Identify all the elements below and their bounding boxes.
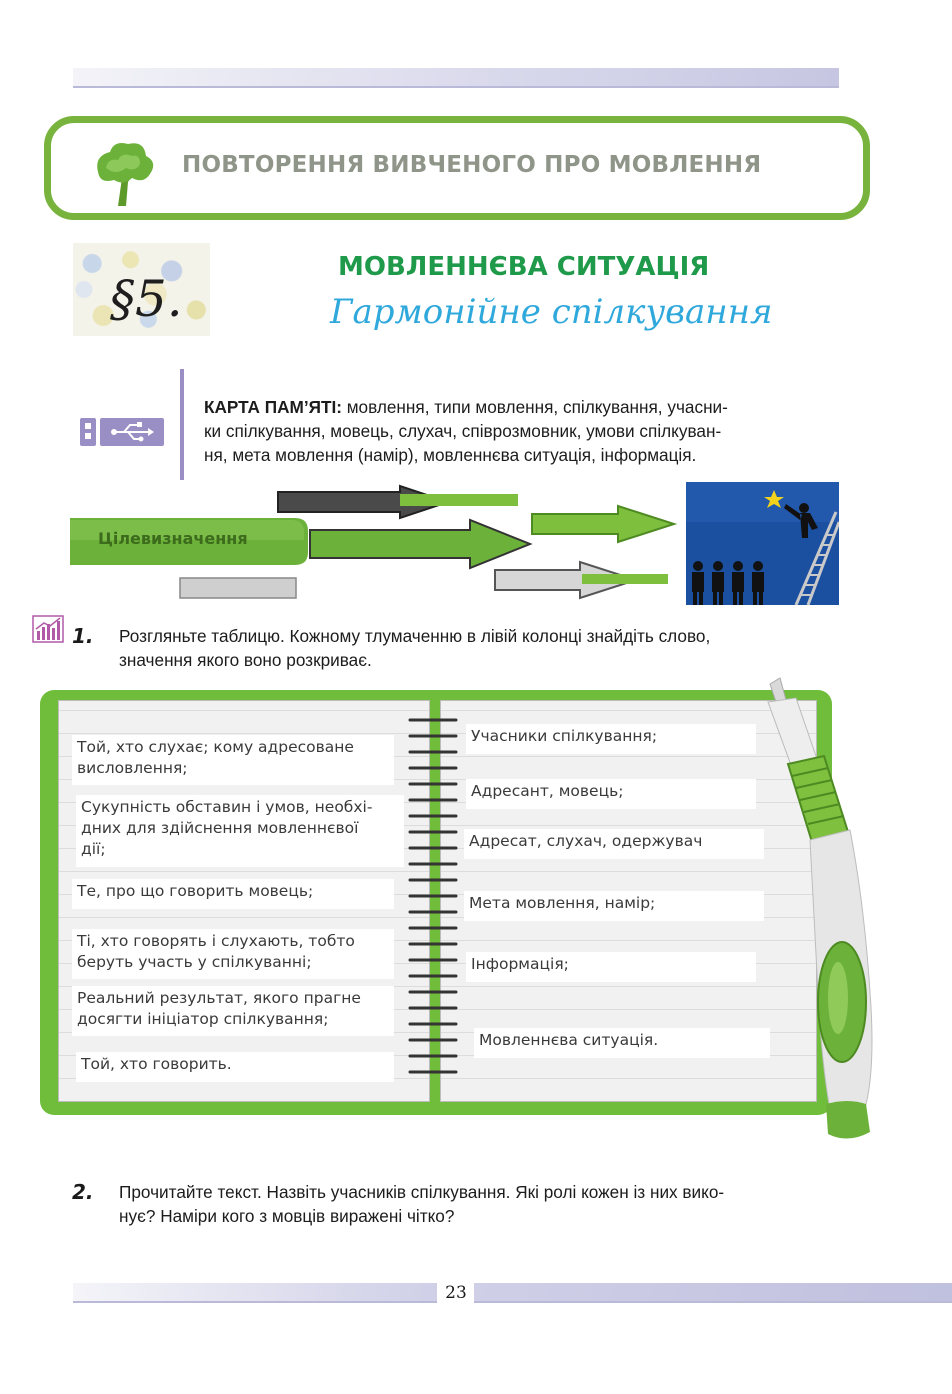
chapter-title: ПОВТОРЕННЯ ВИВЧЕНОГО ПРО МОВЛЕННЯ	[182, 152, 762, 178]
task-number: 2.	[72, 1180, 94, 1204]
definition-cell	[76, 1052, 394, 1082]
memory-map-line: ня, мета мовлення (намір), мовленнєва ситуація, інформація.	[204, 445, 697, 465]
section-subtitle: Гармонійне спілкування	[330, 292, 773, 332]
header-rule	[73, 68, 839, 88]
task-text-line: Прочитайте текст. Назвіть учасників спілкування. Які ролі кожен із них вико-	[119, 1182, 725, 1202]
chart-icon	[32, 615, 64, 643]
definition-line: Той, хто слухає; кому адресоване	[77, 738, 354, 756]
definition-line: Сукупність обставин і умов, необхі-	[81, 798, 373, 816]
spiral-binding	[406, 714, 462, 1094]
paragraph-number: §5.	[110, 270, 183, 328]
term-cell: Мовленнєва ситуація.	[474, 1028, 770, 1058]
memory-map-line: ки спілкування, мовець, слухач, співрозмовник, умови спілкуван-	[204, 421, 722, 441]
memory-map-label: КАРТА ПАМ’ЯТІ:	[204, 397, 342, 417]
term-cell: Адресант, мовець;	[466, 779, 756, 809]
definition-cell	[72, 879, 394, 909]
task-text-line: Розгляньте таблицю. Кожному тлумаченню в лівій колонці знайдіть слово,	[119, 626, 711, 646]
task-text-line: нує? Наміри кого з мовців виражені чітко?	[119, 1206, 455, 1226]
definition-line: висловлення;	[77, 759, 188, 777]
term-cell: Учасники спілкування;	[466, 724, 756, 754]
definition-line: дії;	[81, 840, 106, 858]
term-cell: Інформація;	[466, 952, 756, 982]
memory-map-line: мовлення, типи мовлення, спілкування, учасни-	[346, 397, 728, 417]
footer-rule	[474, 1283, 952, 1303]
definition-line: Реальний результат, якого прагне	[77, 989, 361, 1007]
footer-rule	[73, 1283, 437, 1303]
term-cell: Мета мовлення, намір;	[464, 891, 764, 921]
definition-line: беруть участь у спілкуванні;	[77, 953, 312, 971]
definition-line: Той, хто говорить.	[81, 1055, 232, 1073]
term-cell: Адресат, слухач, одержувач	[464, 829, 764, 859]
task-number: 1.	[72, 624, 94, 648]
definition-line: Те, про що говорить мовець;	[77, 882, 314, 900]
definition-line: досягти ініціатор спілкування;	[77, 1010, 329, 1028]
definition-cell	[72, 986, 394, 1036]
goal-label: Цілевизначення	[98, 529, 248, 548]
usb-icon	[80, 418, 164, 446]
task-text-line: значення якого воно розкриває.	[119, 650, 372, 670]
definition-cell	[72, 735, 394, 785]
task-text	[119, 624, 849, 672]
definition-line: дних для здійснення мовленнєвої	[81, 819, 359, 837]
section-title: МОВЛЕННЄВА СИТУАЦІЯ	[338, 252, 710, 282]
definition-cell	[76, 795, 404, 867]
memory-divider	[180, 369, 184, 480]
definition-cell	[72, 929, 394, 979]
definition-line: Ті, хто говорять і слухають, тобто	[77, 932, 355, 950]
page-number: 23	[445, 1283, 467, 1303]
tree-icon	[88, 138, 160, 208]
pen-illustration	[752, 672, 882, 1142]
goal-photo	[686, 482, 839, 605]
task-text	[119, 1180, 849, 1228]
memory-map	[204, 395, 844, 467]
